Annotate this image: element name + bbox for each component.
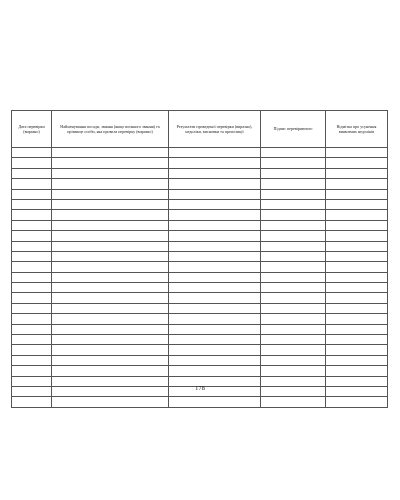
table-cell	[169, 366, 261, 376]
table-row	[12, 168, 388, 178]
table-cell	[326, 366, 388, 376]
table-cell	[261, 251, 326, 261]
header-inspection-date: Дата перевірки (виразно)	[12, 111, 52, 148]
table-cell	[261, 179, 326, 189]
table-cell	[261, 272, 326, 282]
table-cell	[12, 283, 52, 293]
table-cell	[169, 220, 261, 230]
table-cell	[326, 283, 388, 293]
table-cell	[326, 303, 388, 313]
table-row	[12, 345, 388, 355]
table-body	[12, 148, 388, 408]
table-cell	[52, 335, 169, 345]
table-row	[12, 293, 388, 303]
table-cell	[326, 231, 388, 241]
table-cell	[12, 397, 52, 407]
table-cell	[12, 189, 52, 199]
table-cell	[52, 241, 169, 251]
table-row	[12, 231, 388, 241]
table-cell	[52, 283, 169, 293]
table-cell	[12, 293, 52, 303]
table-cell	[261, 324, 326, 334]
table-cell	[52, 272, 169, 282]
table-cell	[12, 355, 52, 365]
table-cell	[52, 210, 169, 220]
table-cell	[52, 345, 169, 355]
table-cell	[326, 241, 388, 251]
table-cell	[326, 251, 388, 261]
table-cell	[12, 272, 52, 282]
table-row	[12, 303, 388, 313]
table-row	[12, 220, 388, 230]
table-cell	[169, 148, 261, 158]
table-cell	[169, 303, 261, 313]
inspection-log-table	[11, 110, 388, 408]
table-cell	[12, 324, 52, 334]
table-cell	[169, 210, 261, 220]
table-cell	[261, 168, 326, 178]
table-cell	[326, 335, 388, 345]
table-cell	[261, 241, 326, 251]
table-cell	[169, 335, 261, 345]
table-cell	[52, 158, 169, 168]
table-cell	[12, 199, 52, 209]
table-cell	[12, 220, 52, 230]
table-cell	[52, 251, 169, 261]
table-cell	[326, 158, 388, 168]
table-cell	[169, 293, 261, 303]
table-row	[12, 283, 388, 293]
table-row	[12, 158, 388, 168]
header-inspector: Найменування посади, звання (якщо воєнного звання) та прізвище особи, яка провела перевірку (виразно)	[52, 111, 169, 148]
table-cell	[169, 262, 261, 272]
table-cell	[52, 231, 169, 241]
table-cell	[326, 189, 388, 199]
table-cell	[52, 324, 169, 334]
table-cell	[261, 355, 326, 365]
table-cell	[52, 366, 169, 376]
table-cell	[261, 210, 326, 220]
table-cell	[12, 210, 52, 220]
table-cell	[261, 397, 326, 407]
table-cell	[12, 314, 52, 324]
table-cell	[326, 397, 388, 407]
table-cell	[169, 355, 261, 365]
table-cell	[12, 148, 52, 158]
table-cell	[169, 189, 261, 199]
table-cell	[169, 241, 261, 251]
table-cell	[261, 314, 326, 324]
table-cell	[326, 314, 388, 324]
table-cell	[326, 210, 388, 220]
table-cell	[261, 189, 326, 199]
table-cell	[326, 355, 388, 365]
table-cell	[326, 324, 388, 334]
header-results: Результати проведеної перевірки (виразно), недоліки, висновки та пропозиції	[169, 111, 261, 148]
table-cell	[261, 335, 326, 345]
table-cell	[169, 179, 261, 189]
table-cell	[52, 189, 169, 199]
page-number: 178	[195, 385, 205, 392]
table-row	[12, 272, 388, 282]
table-cell	[52, 199, 169, 209]
table-cell	[261, 231, 326, 241]
table-cell	[326, 293, 388, 303]
table-cell	[52, 262, 169, 272]
table-cell	[326, 199, 388, 209]
table-cell	[261, 283, 326, 293]
table-cell	[169, 345, 261, 355]
table-cell	[12, 303, 52, 313]
table-cell	[52, 355, 169, 365]
table-cell	[12, 251, 52, 261]
table-cell	[326, 272, 388, 282]
table-row	[12, 262, 388, 272]
table-cell	[52, 148, 169, 158]
table-cell	[12, 335, 52, 345]
table-cell	[12, 168, 52, 178]
table-cell	[169, 231, 261, 241]
table-cell	[326, 345, 388, 355]
table-cell	[169, 168, 261, 178]
table-cell	[12, 262, 52, 272]
table-row	[12, 366, 388, 376]
table-cell	[52, 220, 169, 230]
table-row	[12, 199, 388, 209]
table-cell	[261, 303, 326, 313]
table-cell	[261, 158, 326, 168]
header-remediation-note: Відмітка про усунення виявлених недоліків	[326, 111, 388, 148]
table-row	[12, 189, 388, 199]
table-cell	[326, 148, 388, 158]
table-cell	[169, 272, 261, 282]
table-cell	[52, 303, 169, 313]
table-cell	[261, 199, 326, 209]
table-cell	[169, 283, 261, 293]
header-inspector-signature: Підпис перевіряючого	[261, 111, 326, 148]
table-cell	[12, 366, 52, 376]
table-row	[12, 179, 388, 189]
table-cell	[261, 345, 326, 355]
table-cell	[12, 345, 52, 355]
table-cell	[169, 397, 261, 407]
table-cell	[52, 168, 169, 178]
table-cell	[169, 324, 261, 334]
table-row	[12, 355, 388, 365]
table-cell	[12, 158, 52, 168]
table-cell	[326, 220, 388, 230]
table-row	[12, 241, 388, 251]
table-cell	[261, 366, 326, 376]
table-cell	[261, 293, 326, 303]
table-row	[12, 397, 388, 407]
table-cell	[52, 293, 169, 303]
table-header-row	[12, 111, 388, 148]
table-row	[12, 210, 388, 220]
table-cell	[326, 179, 388, 189]
table-cell	[169, 251, 261, 261]
table-row	[12, 148, 388, 158]
table-cell	[261, 148, 326, 158]
table-cell	[326, 168, 388, 178]
table-cell	[12, 241, 52, 251]
table-cell	[169, 158, 261, 168]
table-cell	[261, 262, 326, 272]
table-cell	[261, 220, 326, 230]
table-cell	[52, 314, 169, 324]
table-cell	[52, 179, 169, 189]
table-row	[12, 335, 388, 345]
table-row	[12, 251, 388, 261]
table-cell	[169, 314, 261, 324]
table-cell	[12, 179, 52, 189]
table-cell	[326, 262, 388, 272]
table-cell	[12, 231, 52, 241]
table-cell	[52, 397, 169, 407]
table-row	[12, 324, 388, 334]
table-row	[12, 314, 388, 324]
table-cell	[169, 199, 261, 209]
